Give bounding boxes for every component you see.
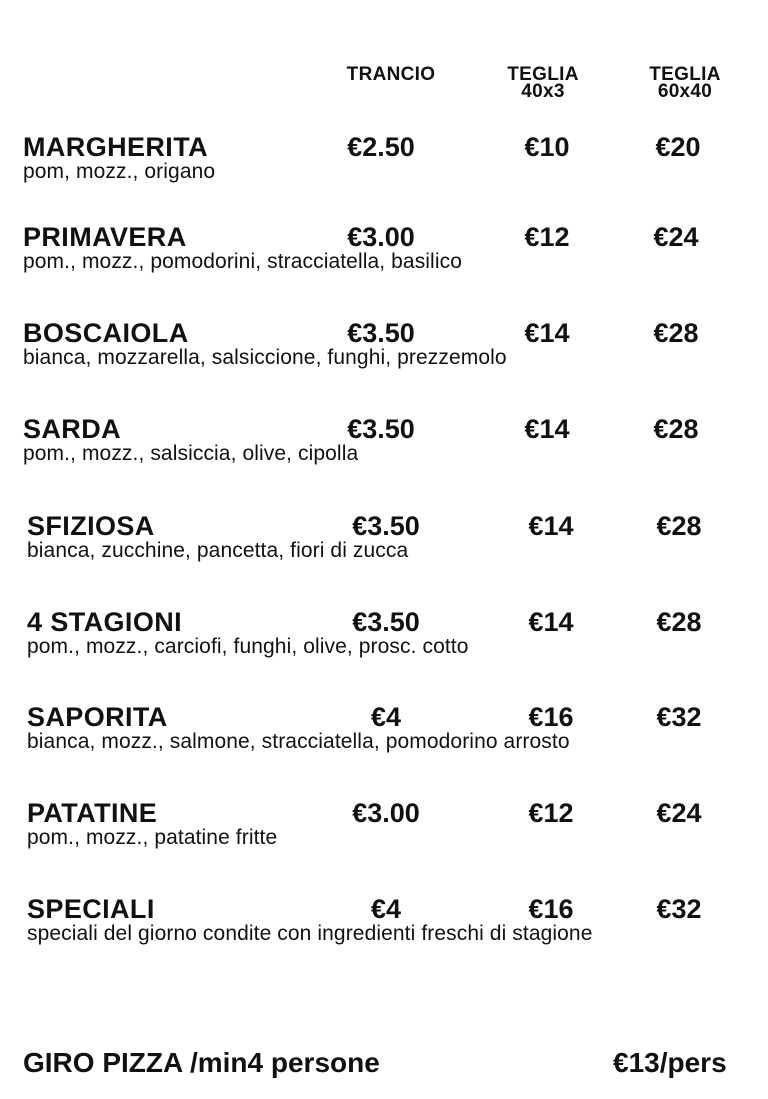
price-trancio: €3.50 (352, 607, 420, 637)
column-header-teglia-60x40 (629, 66, 741, 100)
item-description: bianca, zucchine, pancetta, fiori di zucca (27, 539, 409, 562)
price-teglia-40x3: €14 (528, 511, 574, 541)
item-description: pom., mozz., patatine fritte (27, 826, 278, 849)
item-name: 4 STAGIONI (27, 607, 183, 637)
column-header-teglia-60x40-line1: TEGLIA (649, 64, 721, 85)
item-name: MARGHERITA (23, 132, 208, 162)
price-teglia-40x3: €10 (524, 132, 570, 162)
giro-pizza-label: GIRO PIZZA /min4 persone (23, 1047, 380, 1078)
column-header-trancio-line1: TRANCIO (346, 64, 436, 85)
column-header-teglia-40x3-line1: TEGLIA (507, 64, 579, 85)
item-description: pom., mozz., pomodorini, stracciatella, basilico (23, 250, 462, 273)
item-name: SARDA (23, 414, 122, 444)
price-trancio: €3.50 (347, 414, 415, 444)
price-teglia-40x3: €14 (528, 607, 574, 637)
price-teglia-40x3: €16 (528, 894, 574, 924)
price-teglia-60x40: €20 (655, 132, 701, 162)
price-trancio: €4 (370, 702, 402, 732)
price-trancio: €3.50 (347, 318, 415, 348)
column-header-trancio (331, 66, 451, 83)
item-description: speciali del giorno condite con ingredienti freschi di stagione (27, 922, 593, 945)
price-teglia-40x3: €12 (528, 798, 574, 828)
item-name: PATATINE (27, 798, 158, 828)
item-description: bianca, mozzarella, salsiccione, funghi, prezzemolo (23, 346, 507, 369)
item-name: SAPORITA (27, 702, 168, 732)
item-description: pom., mozz., salsiccia, olive, cipolla (23, 442, 359, 465)
price-trancio: €4 (370, 894, 402, 924)
price-trancio: €3.50 (352, 511, 420, 541)
price-teglia-40x3: €14 (524, 318, 570, 348)
item-description: pom, mozz., origano (23, 160, 216, 183)
item-name: BOSCAIOLA (23, 318, 189, 348)
item-name: PRIMAVERA (23, 222, 187, 252)
price-teglia-40x3: €16 (528, 702, 574, 732)
price-teglia-60x40: €24 (656, 798, 702, 828)
column-header-teglia-40x3 (487, 66, 599, 100)
price-teglia-40x3: €12 (524, 222, 570, 252)
price-trancio: €3.00 (347, 222, 415, 252)
price-teglia-60x40: €28 (653, 414, 699, 444)
column-header-teglia-60x40-line2: 60x40 (657, 81, 713, 102)
price-teglia-60x40: €32 (656, 702, 702, 732)
item-description: pom., mozz., carciofi, funghi, olive, prosc. cotto (27, 635, 469, 658)
price-teglia-60x40: €28 (653, 318, 699, 348)
price-teglia-40x3: €14 (524, 414, 570, 444)
price-trancio: €3.00 (352, 798, 420, 828)
price-teglia-60x40: €28 (656, 511, 702, 541)
item-name: SFIZIOSA (27, 511, 155, 541)
price-teglia-60x40: €32 (656, 894, 702, 924)
column-header-teglia-40x3-line2: 40x3 (521, 81, 565, 102)
price-teglia-60x40: €24 (653, 222, 699, 252)
price-trancio: €2.50 (347, 132, 415, 162)
price-teglia-60x40: €28 (656, 607, 702, 637)
item-description: bianca, mozz., salmone, stracciatella, pomodorino arrosto (27, 730, 570, 753)
item-name: SPECIALI (27, 894, 155, 924)
giro-pizza-price: €13/pers (613, 1047, 727, 1078)
